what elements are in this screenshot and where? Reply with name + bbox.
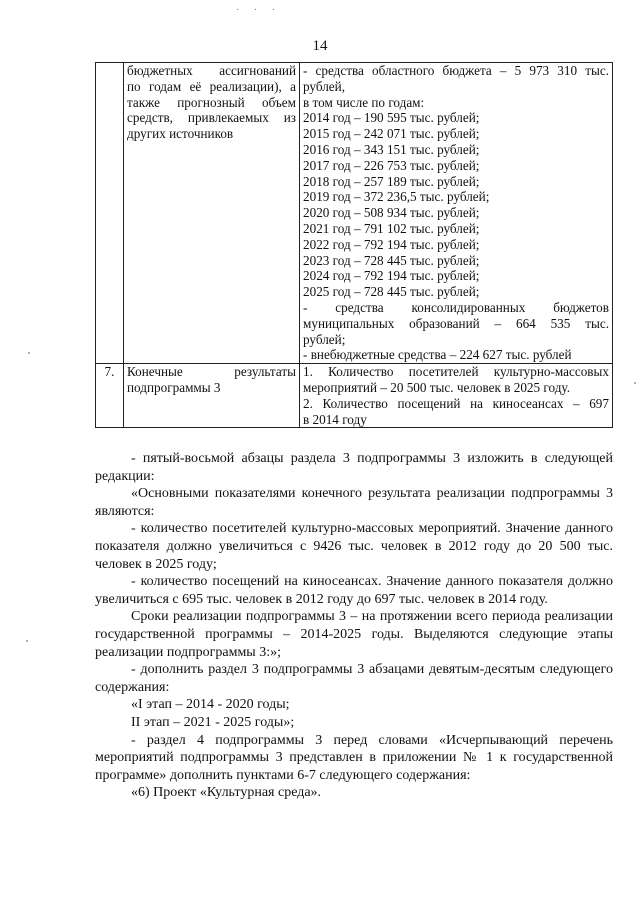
paragraph: «Основными показателями конечного результата реализации подпрограммы 3 являются: xyxy=(95,486,613,519)
cell-line: рублей, xyxy=(303,78,346,94)
funding-year-line: 2023 год – 728 445 тыс. рублей; xyxy=(303,252,480,268)
cell-line: по годам её реализации), а xyxy=(127,78,296,94)
cell-line: - внебюджетные средства – 224 627 тыс. рублей xyxy=(303,347,572,363)
table-row xyxy=(96,63,613,364)
cell-line: рублей; xyxy=(303,331,346,347)
cell-line: - средства областного бюджета – 5 973 310 тыс. xyxy=(303,63,609,78)
margin-speck xyxy=(634,382,636,384)
cell-line: также прогнозный объем xyxy=(127,94,296,110)
cell-line: мероприятий – 20 500 тыс. человек в 2025 году. xyxy=(303,379,570,395)
margin-speck xyxy=(28,352,30,354)
paragraph: «6) Проект «Культурная среда». xyxy=(131,785,322,801)
funding-year-line: 2014 год – 190 595 тыс. рублей; xyxy=(303,110,480,126)
funding-year-line: 2017 год – 226 753 тыс. рублей; xyxy=(303,157,480,173)
funding-year-line: 2016 год – 343 151 тыс. рублей; xyxy=(303,141,480,157)
document-body xyxy=(95,450,613,802)
cell-line: в 2014 году xyxy=(303,411,367,427)
cell-line: других источников xyxy=(127,126,234,142)
paragraph: «I этап – 2014 - 2020 годы; xyxy=(131,697,290,713)
paragraph: - пятый-восьмой абзацы раздела 3 подпрограммы 3 изложить в следующей редакции: xyxy=(95,451,613,484)
table-row xyxy=(96,364,613,428)
paragraph: - количество посетителей культурно-массовых мероприятий. Значение данного показателя должно увеличиться с 9426 тыс. человек в 2012 году до 20 500 тыс. человек в 2025 году; xyxy=(95,521,613,572)
funding-year-line: 2025 год – 728 445 тыс. рублей; xyxy=(303,284,480,300)
row-number-cell: 7. xyxy=(96,364,124,428)
funding-year-line: 2022 год – 792 194 тыс. рублей; xyxy=(303,236,480,252)
scan-artifact: · · · xyxy=(236,5,281,16)
funding-year-line: 2019 год – 372 236,5 тыс. рублей; xyxy=(303,189,490,205)
cell-line: - средства консолидированных бюджетов xyxy=(303,299,609,315)
row-title-cell xyxy=(124,364,300,428)
paragraph: II этап – 2021 - 2025 годы»; xyxy=(131,714,295,730)
cell-line: бюджетных ассигнований xyxy=(127,63,296,78)
paragraph: - дополнить раздел 3 подпрограммы 3 абзацами девятым-десятым следующего содержания: xyxy=(95,662,613,695)
cell-line: в том числе по годам: xyxy=(303,94,425,110)
row-title-cell xyxy=(124,63,300,364)
cell-line: 1. Количество посетителей культурно-массовых xyxy=(303,364,609,380)
paragraph: - количество посещений на киносеансах. Значение данного показателя должно увеличиться с 695 тыс. человек в 2012 году до 697 тыс. человек в 2014 году. xyxy=(95,574,613,607)
cell-line: 2. Количество посещений на киносеансах – 697 xyxy=(303,395,609,411)
funding-year-line: 2018 год – 257 189 тыс. рублей; xyxy=(303,173,480,189)
row-value-cell xyxy=(300,364,613,428)
row-number-cell xyxy=(96,63,124,364)
page-number: 14 xyxy=(312,38,328,54)
funding-year-line: 2021 год – 791 102 тыс. рублей; xyxy=(303,220,480,236)
cell-line: Конечные результаты xyxy=(127,364,296,380)
cell-line: подпрограммы 3 xyxy=(127,379,221,395)
funding-year-line: 2015 год – 242 071 тыс. рублей; xyxy=(303,126,480,142)
cell-line: муниципальных образований – 664 535 тыс. xyxy=(303,315,609,331)
margin-speck xyxy=(26,640,28,642)
row-value-cell xyxy=(300,63,613,364)
paragraph: - раздел 4 подпрограммы 3 перед словами «Исчерпывающий перечень мероприятий подпрограммы 3 представлен в приложении № 1 к государственной программе» дополнить пунктами 6-7 следующего содержания: xyxy=(95,732,613,783)
funding-year-line: 2024 год – 792 194 тыс. рублей; xyxy=(303,268,480,284)
cell-line: средств, привлекаемых из xyxy=(127,110,296,126)
funding-year-line: 2020 год – 508 934 тыс. рублей; xyxy=(303,205,480,221)
program-passport-table xyxy=(95,62,613,428)
paragraph: Сроки реализации подпрограммы 3 – на протяжении всего периода реализации государственной программы – 2014-2025 годы. Выделяются следующие этапы реализации подпрограммы 3:»; xyxy=(95,609,613,660)
